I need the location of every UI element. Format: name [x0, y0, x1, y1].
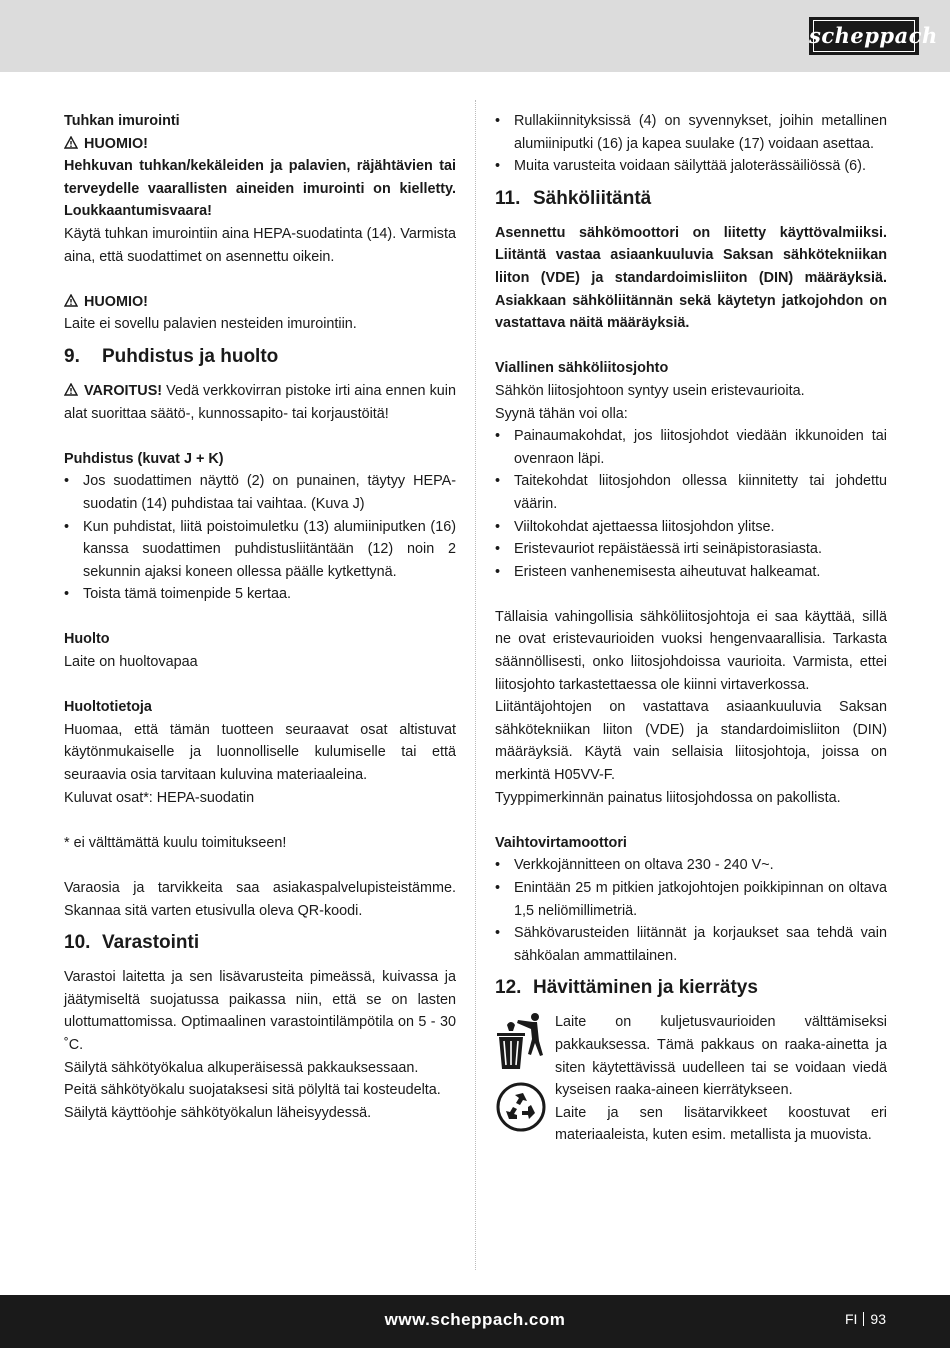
section-12-number: 12. — [495, 977, 522, 999]
section-10-heading — [64, 922, 456, 966]
cleaning-list — [64, 470, 456, 606]
list-item: • Jos suodattimen näyttö (2) on punainen, täytyy HEPA-suodatin (14) puhdistaa tai vaihtaa. (Kuva J) — [64, 470, 456, 515]
disposal-paragraph-2: Laite ja sen lisätarvikkeet koostuvat eri materiaaleista, kuten esim. metallista ja muovista. — [555, 1104, 887, 1144]
damage-causes-list — [495, 425, 887, 583]
website-url: www.scheppach.com — [384, 1310, 566, 1329]
ash-title: Tuhkan imurointi — [64, 113, 180, 129]
warning-2-text: Laite ei sovellu palavien nesteiden imurointiin. — [64, 316, 357, 333]
damaged-cable-title: Viallinen sähköliitosjohto — [495, 360, 669, 377]
damaged-paragraph-2: Liitäntäjohtojen on vastattava asiaankuuluvia Saksan sähkötekniikan liiton (VDE) ja standardoimisliiton (DIN) määräyksiä. Käytä vain sellaisia liitosjohtoja, joissa on merkintä H05VV-F. — [495, 699, 887, 784]
maintenance-text: Laite on huoltovapaa — [64, 654, 198, 671]
warning-2-label: HUOMIO! — [84, 293, 148, 310]
list-item: • Enintään 25 m pitkien jatkojohtojen poikkipinnan on oltava 1,5 neliömillimetriä. — [495, 877, 887, 922]
tidy-man-bin-icon — [495, 1011, 547, 1071]
footnote: * ei välttämättä kuulu toimitukseen! — [64, 834, 287, 851]
damaged-intro-1: Sähkön liitosjohtoon syntyy usein eristevaurioita. — [495, 382, 805, 399]
section-11-number: 11. — [495, 187, 521, 209]
damaged-paragraph-1: Tällaisia vahingollisia sähköliitosjohtoja ei saa käyttää, sillä ne ovat eristevaurioiden vuoksi hengenvaarallisia. Tarkasta säännöllisesti, onko liitosjohdoissa vaurioita. Varmista, ettei liitosjohto tarkastettaessa ole kiinni virtaverkossa. — [495, 608, 887, 693]
list-item: • Kun puhdistat, liitä poistoimuletku (13) alumiiniputken (16) kanssa suodattimen puhdistusliitäntään (12) noin 2 sekunnin ajaksi koneen ollessa päälle kytkettynä. — [64, 516, 456, 584]
storage-accessory-list — [495, 110, 887, 178]
section-9-number: 9. — [64, 345, 80, 367]
column-divider — [475, 100, 476, 1270]
ac-motor-list — [495, 854, 887, 967]
list-item: • Painaumakohdat, jos liitosjohdot viedään ikkunoiden tai ovenraon läpi. — [495, 425, 887, 470]
cleaning-title: Puhdistus (kuvat J + K) — [64, 450, 224, 467]
service-parts: Kuluvat osat*: HEPA-suodatin — [64, 789, 255, 806]
warning-1-text: Käytä tuhkan imurointiin aina HEPA-suodatinta (14). Varmista aina, että suodattimet on asennettu oikein. — [64, 225, 456, 265]
storage-line: Peitä sähkötyökalu suojataksesi sitä pölyltä tai kosteudelta. — [64, 1082, 441, 1099]
warning-1-bold: Hehkuvan tuhkan/kekäleiden ja palavien, räjähtävien tai terveydelle vaarallisten aineiden imurointi on kielletty. Loukkaantumisvaara! — [64, 158, 456, 220]
damaged-paragraph-3: Tyyppimerkinnän painatus liitosjohdossa on pakollista. — [495, 789, 841, 806]
damaged-intro-2: Syynä tähän voi olla: — [495, 405, 628, 422]
storage-line: Varastoi laitetta ja sen lisävarusteita pimeässä, kuivassa ja jäätymiseltä suojatussa paikassa niin, että se on lasten ulottumattomissa. Optimaalinen varastointilämpötila on 5 - 30 ˚C. — [64, 969, 456, 1053]
disposal-paragraph-1: Laite on kuljetusvaurioiden välttämiseksi pakkauksessa. Tämä pakkaus on raaka-ainetta ja siten käytettävissä uudelleen tai se voidaan viedä kyseisen raaka-aineen kierrätykseen. — [555, 1014, 887, 1099]
list-item: • Eristevauriot repäistäessä irti seinäpistorasiasta. — [495, 538, 887, 561]
list-item: • Viiltokohdat ajettaessa liitosjohdon ylitse. — [495, 516, 887, 539]
warning-1-label: HUOMIO! — [84, 135, 148, 152]
ac-motor-title: Vaihtovirtamoottori — [495, 834, 627, 851]
section-11-title: Sähköliitäntä — [533, 187, 652, 209]
right-column — [495, 110, 887, 1147]
warning-triangle-icon — [64, 136, 78, 149]
caution-text: Vedä verkkovirran pistoke irti aina ennen kuin alat suorittaa säätö-, kunnossapito- tai korjaustöitä! — [64, 382, 456, 422]
section-12-heading — [495, 967, 887, 1011]
spares-text: Varaosia ja tarvikkeita saa asiakaspalvelupisteistämme. Skannaa sitä varten etusivulla oleva QR-koodi. — [64, 880, 456, 919]
service-text: Huomaa, että tämän tuotteen seuraavat osat altistuvat käytönmukaiselle ja luonnolliselle kulumiselle tai että seuraavia osia tarvitaan kuluvina materiaaleina. — [64, 721, 456, 784]
section-9-heading — [64, 336, 456, 380]
storage-line: Säilytä sähkötyökalua alkuperäisessä pakkauksessaan. — [64, 1059, 419, 1076]
caution-paragraph — [64, 380, 456, 425]
warning-triangle-icon — [64, 383, 78, 396]
language-code: FI — [844, 1311, 858, 1327]
service-title: Huoltotietoja — [64, 699, 152, 716]
footer-bar — [0, 1295, 950, 1348]
section-12-title: Hävittäminen ja kierrätys — [533, 977, 758, 999]
disposal-icons — [495, 1011, 547, 1140]
section-10-title: Varastointi — [102, 932, 200, 954]
section-10-number: 10. — [64, 932, 91, 954]
page-indicator — [845, 1311, 886, 1327]
warning-triangle-icon — [64, 294, 78, 307]
section-9-title: Puhdistus ja huolto — [102, 345, 279, 367]
list-item: • Muita varusteita voidaan säilyttää jaloterässäiliössä (6). — [495, 155, 887, 178]
section-11-heading — [495, 178, 887, 222]
list-item: • Rullakiinnityksissä (4) on syvennykset, joihin metallinen alumiiniputki (16) ja kapea suulake (17) voidaan asettaa. — [495, 110, 887, 155]
page-number: 93 — [870, 1311, 886, 1327]
recycling-icon — [495, 1081, 547, 1133]
list-item: • Eristeen vanhenemisesta aiheutuvat halkeamat. — [495, 561, 887, 584]
list-item: • Sähkövarusteiden liitännät ja korjaukset saa tehdä vain sähköalan ammattilainen. — [495, 922, 887, 967]
warning-1-heading — [64, 133, 456, 156]
list-item: • Verkkojännitteen on oltava 230 - 240 V~. — [495, 854, 887, 877]
header-bar — [0, 0, 950, 72]
disposal-block — [495, 1011, 887, 1147]
brand-logo: scheppach — [809, 17, 919, 55]
warning-2-heading — [64, 291, 456, 314]
caution-label: VAROITUS! — [84, 382, 163, 399]
left-column — [64, 110, 456, 1124]
maintenance-title: Huolto — [64, 631, 110, 648]
list-item: • Taitekohdat liitosjohdon ollessa kiinnitetty tai johdettu väärin. — [495, 470, 887, 515]
storage-line: Säilytä käyttöohje sähkötyökalun läheisyydessä. — [64, 1104, 372, 1121]
list-item: • Toista tämä toimenpide 5 kertaa. — [64, 583, 456, 606]
electrical-notice: Asennettu sähkömoottori on liitetty käyttövalmiiksi. Liitäntä vastaa asiaankuuluvia Saksan sähkötekniikan liiton (VDE) ja standardoimisliiton (DIN) määräyksiä. Asiakkaan sähköliitännän sekä käytetyn jatkojohdon on vastattava näitä määräyksiä. — [495, 224, 887, 332]
